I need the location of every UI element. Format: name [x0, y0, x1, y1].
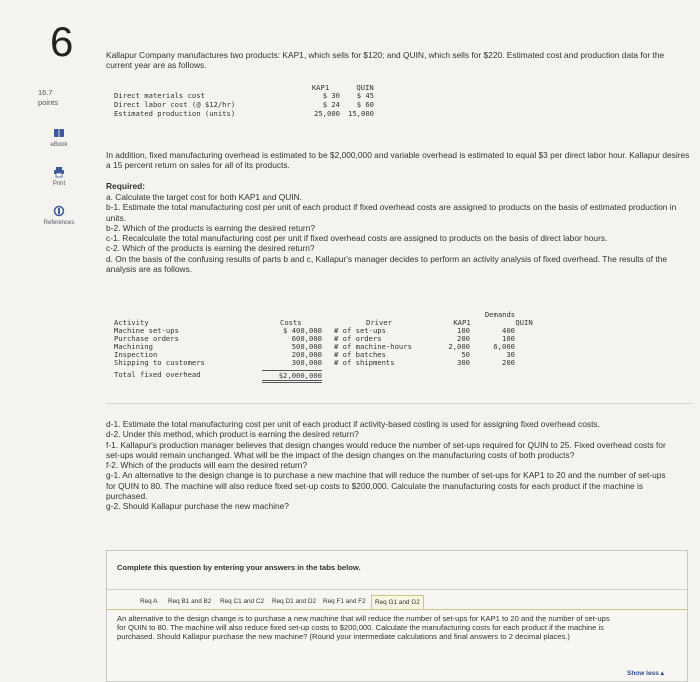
- activity-kap1: 200: [457, 334, 470, 343]
- activity-total-value: $2,000,000: [262, 370, 322, 383]
- activity-header-quin: QUIN: [515, 318, 533, 327]
- cost-header-quin: QUIN: [356, 83, 374, 92]
- required-item: b-2. Which of the products is earning the desired return?: [106, 222, 316, 233]
- cost-row-label: Direct materials cost: [114, 91, 205, 100]
- references-button[interactable]: [34, 205, 84, 226]
- required-item: g-1. An alternative to the design change is to purchase a new machine that will reduce the number of set-ups for KAP1 to 20 and the number of set-ups for QUIN to 80. The machine will also reduce fixed set-up costs to $200,000. Calculate the manufacturing costs for each product if the machine is purchased.: [106, 470, 666, 502]
- activity-kap1: 50: [461, 350, 470, 359]
- tab-req-f1-f2[interactable]: Req F1 and F2: [323, 598, 366, 605]
- required-item: f-2. Which of the products will earn the desired return?: [106, 460, 308, 471]
- activity-kap1: 2,000: [448, 342, 470, 351]
- activity-header-demands: Demands: [484, 310, 516, 319]
- activity-header-kap1: KAP1: [453, 318, 471, 327]
- activity-cost: 500,000: [291, 342, 322, 351]
- activity-driver: # of machine-hours: [334, 342, 412, 351]
- answer-panel: [106, 550, 688, 682]
- cost-header-kap1: KAP1: [311, 83, 330, 92]
- references-icon: [53, 205, 65, 217]
- cost-row-label: Estimated production (units): [114, 109, 236, 118]
- activity-kap1: 100: [457, 326, 470, 335]
- activity-name: Machine set-ups: [114, 326, 179, 335]
- activity-quin: 30: [506, 350, 515, 359]
- points-label: points: [38, 98, 59, 107]
- required-item: f-1. Kallapur's production manager believes that design changes would reduce the number of set-ups required for QUIN to 25. Fixed overhead costs for set-ups would remain unchanged. What will be the impact of the design changes on the manufacturing costs of both products?: [106, 439, 666, 460]
- activity-header-costs: Costs: [280, 318, 302, 327]
- tab-req-a[interactable]: Req A: [140, 598, 158, 605]
- activity-kap1: 300: [457, 358, 470, 367]
- table-divider: [106, 403, 692, 404]
- cost-row-kap1: 25,000: [314, 109, 340, 118]
- tab-req-b1-b2[interactable]: Req B1 and B2: [168, 598, 212, 605]
- panel-divider: [107, 589, 687, 590]
- points-value: 16.7: [38, 88, 53, 97]
- activity-quin: 400: [502, 326, 515, 335]
- activity-driver: # of set-ups: [334, 326, 386, 335]
- tab-req-c1-c2[interactable]: Req C1 and C2: [220, 598, 265, 605]
- ebook-icon: [53, 127, 65, 139]
- ebook-button[interactable]: [34, 127, 84, 148]
- required-item: a. Calculate the target cost for both KAP1 and QUIN.: [106, 192, 302, 202]
- required-item: d-2. Under this method, which product is earning the desired return?: [106, 429, 359, 440]
- references-label: References: [43, 220, 75, 226]
- show-less-link[interactable]: Show less ▴: [627, 670, 664, 677]
- required-item: d-1. Estimate the total manufacturing cost per unit of each product if activity-based costing is used for assigning fixed overhead costs.: [106, 419, 600, 429]
- print-label: Print: [52, 181, 66, 187]
- activity-driver: # of orders: [334, 334, 382, 343]
- tab-req-d1-d2[interactable]: Req D1 and D2: [272, 598, 317, 605]
- required-item: c-1. Recalculate the total manufacturing cost per unit if fixed overhead costs are assigned to products on the basis of direct labor hours.: [106, 233, 608, 244]
- activity-name: Purchase orders: [114, 334, 179, 343]
- activity-header-activity: Activity: [114, 318, 149, 327]
- cost-row-quin: 15,000: [348, 109, 374, 118]
- tab-req-g1-g2[interactable]: Req G1 and G2: [371, 595, 424, 609]
- cost-row-quin: $ 60: [356, 100, 374, 109]
- cost-row-label: Direct labor cost (@ $12/hr): [114, 100, 236, 109]
- activity-name: Shipping to customers: [114, 358, 205, 367]
- question-number: 6: [50, 18, 74, 65]
- required-item: c-2. Which of the products is earning the desired return?: [106, 243, 315, 254]
- activity-header-driver: Driver: [366, 318, 392, 327]
- print-button[interactable]: [34, 166, 84, 187]
- activity-cost: 300,000: [291, 358, 322, 367]
- activity-driver: # of shipments: [334, 358, 395, 367]
- points-box: [38, 88, 58, 108]
- required-item: b-1. Estimate the total manufacturing cost per unit of each product if fixed overhead costs are assigned to products on the basis of estimated production in units.: [106, 202, 677, 223]
- activity-quin: 100: [502, 334, 515, 343]
- tab-underline: [107, 609, 687, 610]
- activity-driver: # of batches: [334, 350, 386, 359]
- activity-cost: 600,000: [291, 334, 322, 343]
- activity-cost: 200,000: [291, 350, 322, 359]
- print-icon: [53, 166, 65, 178]
- activity-name: Machining: [114, 342, 153, 351]
- cost-row-kap1: $ 24: [322, 100, 340, 109]
- activity-cost: $ 400,000: [283, 326, 322, 335]
- required-heading: Required:: [106, 181, 146, 191]
- activity-quin: 6,000: [493, 342, 515, 351]
- activity-total-label: Total fixed overhead: [114, 370, 201, 379]
- cost-row-kap1: $ 30: [322, 91, 340, 100]
- overhead-text: In addition, fixed manufacturing overhead is estimated to be $2,000,000 and variable overhead is estimated to equal $3 per direct labor hour. Kallapur desires a 15 percent return on sales for all of its products.: [106, 150, 690, 171]
- panel-instruction: Complete this question by entering your answers in the tabs below.: [117, 563, 361, 572]
- required-item: g-2. Should Kallapur purchase the new machine?: [106, 501, 289, 512]
- activity-name: Inspection: [114, 350, 158, 359]
- required-list: [106, 192, 691, 274]
- intro-text: Kallapur Company manufactures two products: KAP1, which sells for $120; and QUIN, which sells for $220. Estimated cost and production data for the current year are as follows.: [106, 50, 665, 71]
- cost-row-quin: $ 45: [356, 91, 374, 100]
- more-required-list: [106, 419, 676, 512]
- required-item: d. On the basis of the confusing results of parts b and c, Kallapur's manager decides to perform an activity analysis of fixed overhead. The results of the analysis are as follows.: [106, 253, 668, 275]
- ebook-label: eBook: [50, 142, 68, 148]
- tab-content: An alternative to the design change is to purchase a new machine that will reduce the number of set-ups for KAP1 to 20 and the number of set-ups for QUIN to 80. The machine will also reduce fixed set-up costs to $200,000. Calculate the manufacturing costs for each product if the machine is purchased. Should Kallapur purchase the new machine? (Round your intermediate calculations and final answers to 2 decimal places.): [117, 614, 610, 641]
- activity-quin: 200: [502, 358, 515, 367]
